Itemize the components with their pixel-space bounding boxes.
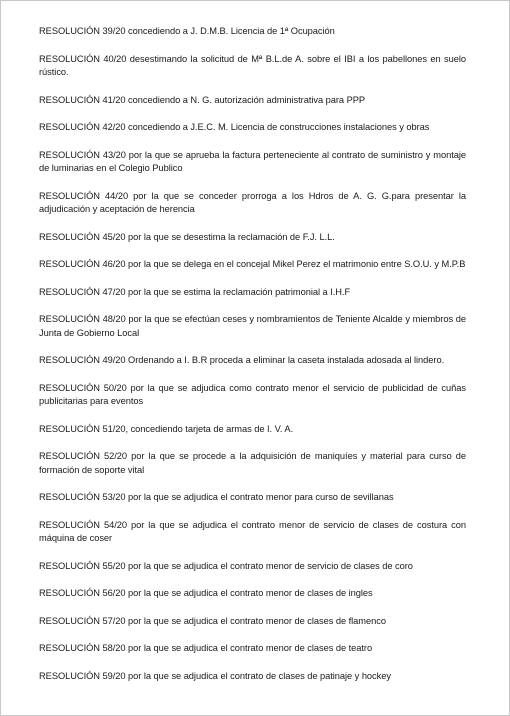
resolution-entry-48: RESOLUCIÓN 48/20 por la que se efectúan ceses y nombramientos de Teniente Alcalde y miembros de Junta de Gobierno Local	[39, 314, 466, 338]
resolution-entry-52: RESOLUCIÓN 52/20 por la que se procede a la adquisición de maniquíes y material para curso de formación de soporte vital	[39, 451, 466, 475]
resolution-entry-51: RESOLUCIÓN 51/20, concediendo tarjeta de armas de I. V. A.	[39, 423, 294, 434]
resolution-entry-54: RESOLUCIÓN 54/20 por la que se adjudica el contrato menor de servicio de clases de costura con máquina de coser	[39, 519, 466, 543]
resolution-entry-47: RESOLUCIÓN 47/20 por la que se estima la reclamación patrimonial a I.H.F	[39, 286, 351, 297]
resolution-entry-46: RESOLUCIÓN 46/20 por la que se delega en el concejal Mikel Perez el matrimonio entre S.O.U. y M.P.B	[39, 259, 466, 269]
resolution-list	[39, 25, 466, 697]
resolution-entry-56: RESOLUCIÓN 56/20 por la que se adjudica el contrato menor de clases de ingles	[39, 588, 373, 598]
resolution-entry-44: RESOLUCIÓN 44/20 por la que se conceder prorroga a los Hdros de A. G. G.para presentar la adjudicación y aceptación de herencia	[39, 190, 466, 214]
resolution-entry-50: RESOLUCIÓN 50/20 por la que se adjudica como contrato menor el servicio de publicidad de cuñas publicitarias para eventos	[39, 382, 466, 406]
resolution-entry-42: RESOLUCIÓN 42/20 concediendo a J.E.C. M. Licencia de construcciones instalaciones y obras	[39, 122, 430, 132]
resolution-entry-57: RESOLUCIÓN 57/20 por la que se adjudica el contrato menor de clases de flamenco	[39, 615, 386, 626]
resolution-entry-39: RESOLUCIÓN 39/20 concediendo a J. D.M.B. Licencia de 1ª Ocupación	[39, 26, 335, 36]
resolution-entry-45: RESOLUCIÓN 45/20 por la que se desestima la reclamación de F.J. L.L.	[39, 231, 335, 242]
resolution-entry-59: RESOLUCIÓN 59/20 por la que se adjudica el contrato de clases de patinaje y hockey	[39, 670, 391, 681]
resolution-entry-40: RESOLUCIÓN 40/20 desestimando la solicitud de Mª B.L.de A. sobre el IBI a los pabellones en suelo rústico.	[39, 53, 466, 77]
resolution-entry-58: RESOLUCIÓN 58/20 por la que se adjudica el contrato menor de clases de teatro	[39, 643, 373, 653]
resolution-entry-49: RESOLUCIÓN 49/20 Ordenando a I. B.R proceda a eliminar la caseta instalada adosada al lindero.	[39, 355, 445, 365]
resolution-entry-55: RESOLUCIÓN 55/20 por la que se adjudica el contrato menor de servicio de clases de coro	[39, 560, 413, 571]
resolution-entry-53: RESOLUCIÓN 53/20 por la que se adjudica el contrato menor para curso de sevillanas	[39, 492, 394, 502]
resolution-entry-43: RESOLUCIÓN 43/20 por la que se aprueba la factura perteneciente al contrato de suministro y montaje de luminarias en el Colegio Publico	[39, 149, 466, 173]
resolution-entry-41: RESOLUCIÓN 41/20 concediendo a N. G. autorización administrativa para PPP	[39, 94, 366, 105]
